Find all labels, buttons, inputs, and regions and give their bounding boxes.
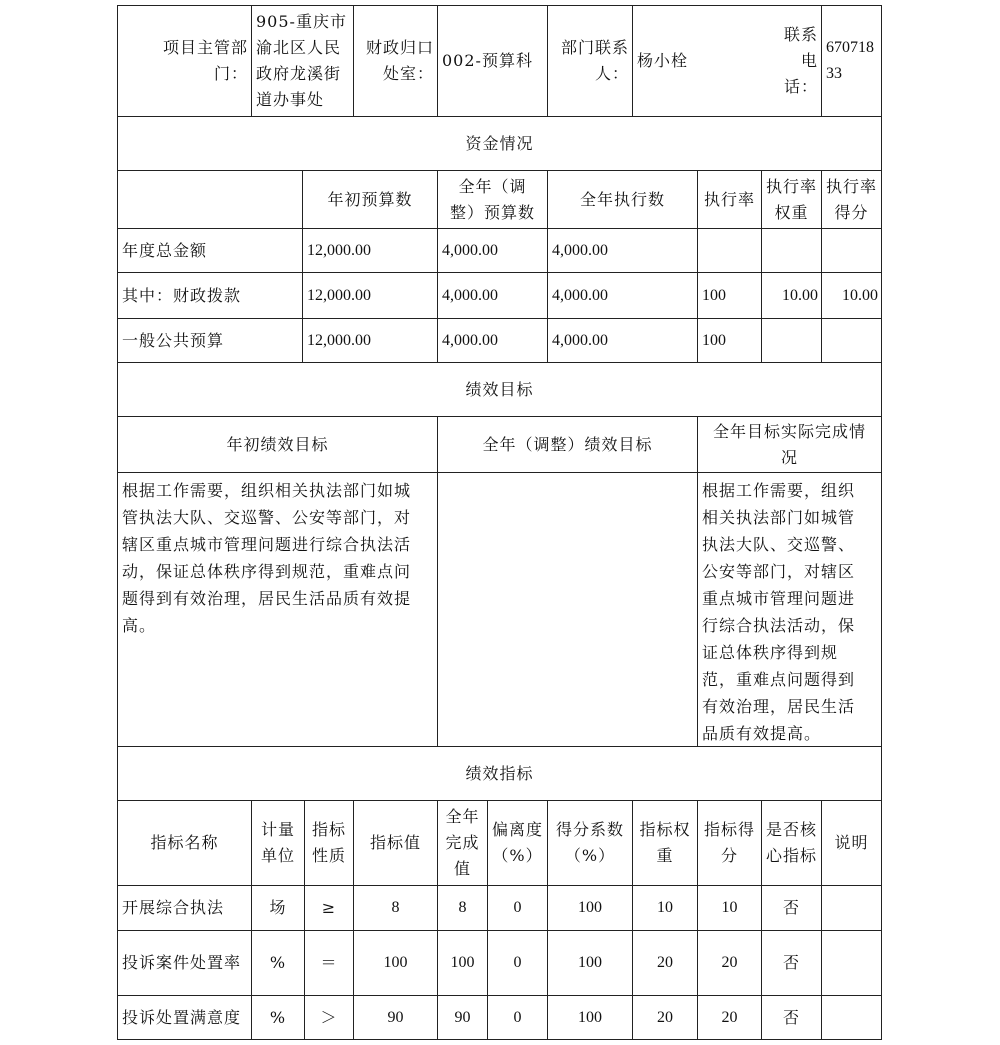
goals-adjusted-text xyxy=(438,473,697,746)
ind-col-weight: 指标权 重 xyxy=(639,820,691,865)
ind-row-unit: 场 xyxy=(269,898,287,917)
funds-row-score xyxy=(822,319,881,362)
funds-col-adjusted: 全年（调 整）预算数 xyxy=(449,176,535,222)
ind-row-unit: % xyxy=(269,953,287,972)
ind-row-name: 开展综合执法 xyxy=(122,898,225,917)
goals-actual-text: 根据工作需要，组织 相关执法部门如城管 执法大队、交巡警、 公安等部门，对辖区 重点城市管理问题进 行综合执法活动，保 证总体秩序得到规 范，重难点问题得到 有效治理，居民生活 品质有效提高。 xyxy=(702,481,856,743)
funds-row-name: 其中：财政拨款 xyxy=(122,285,242,305)
ind-row-nature: ＝ xyxy=(320,953,338,972)
ind-col-note: 说明 xyxy=(834,833,869,852)
ind-col-coefficient: 得分系数 （%） xyxy=(555,820,624,865)
funds-row-initial: 12,000.00 xyxy=(307,286,371,304)
ind-row-target: 100 xyxy=(383,954,408,971)
funds-col-weight: 执行率 权重 xyxy=(765,176,817,222)
ind-row-weight: 20 xyxy=(657,954,673,971)
ind-row-note xyxy=(822,931,881,995)
funds-col-initial: 年初预算数 xyxy=(327,189,413,209)
phone-label: 联系 电 话： xyxy=(783,25,818,96)
goals-section-title: 绩效目标 xyxy=(465,379,534,399)
funds-section-title: 资金情况 xyxy=(465,133,534,153)
ind-row-target: 8 xyxy=(391,899,400,916)
funds-row-weight xyxy=(762,319,821,362)
funds-row-executed: 4,000.00 xyxy=(552,241,608,259)
funds-row-initial: 12,000.00 xyxy=(307,241,371,259)
funds-row-rate: 100 xyxy=(702,286,726,304)
funds-row-adjusted: 4,000.00 xyxy=(442,331,498,349)
dept-value: 905-重庆市 渝北区人民 政府龙溪街 道办事处 xyxy=(256,12,347,109)
goals-col-initial: 年初绩效目标 xyxy=(226,434,329,454)
ind-row-deviation: 0 xyxy=(513,899,522,916)
ind-row-actual: 8 xyxy=(458,899,467,916)
finance-office-label: 财政归口 处室： xyxy=(365,38,434,83)
ind-row-weight: 10 xyxy=(657,899,673,916)
funds-row-initial: 12,000.00 xyxy=(307,331,371,349)
ind-row-note xyxy=(822,996,881,1039)
funds-row-rate: 100 xyxy=(702,331,726,349)
ind-col-name: 指标名称 xyxy=(150,833,219,852)
ind-col-deviation: 偏离度 （%） xyxy=(491,820,543,865)
ind-col-unit: 计量 单位 xyxy=(260,820,295,865)
funds-row-rate xyxy=(698,229,761,272)
ind-row-score: 10 xyxy=(721,899,738,916)
funds-col-executed: 全年执行数 xyxy=(579,189,665,209)
ind-row-actual: 90 xyxy=(454,1008,471,1026)
funds-col-rate: 执行率 xyxy=(703,189,755,209)
ind-row-name: 投诉处置满意度 xyxy=(122,1007,242,1027)
ind-col-core: 是否核 心指标 xyxy=(765,820,817,865)
goals-initial-text: 根据工作需要，组织相关执法部门如城 管执法大队、交巡警、公安等部门，对 辖区重点城市管理问题进行综合执法活 动，保证总体秩序得到规范，重难点问 题得到有效治理，居民生活品质有效提 高。 xyxy=(122,481,412,635)
ind-row-note xyxy=(822,886,881,930)
ind-col-score: 指标得 分 xyxy=(703,820,755,865)
ind-row-deviation: 0 xyxy=(513,954,522,971)
funds-row-weight: 10.00 xyxy=(782,286,818,304)
ind-row-coefficient: 100 xyxy=(578,1008,602,1026)
ind-row-nature: ≥ xyxy=(321,898,337,917)
funds-row-name: 年度总金额 xyxy=(122,240,208,260)
ind-row-name: 投诉案件处置率 xyxy=(122,953,242,972)
funds-row-adjusted: 4,000.00 xyxy=(442,241,498,259)
indicators-section-title: 绩效指标 xyxy=(465,763,534,783)
ind-row-core: 否 xyxy=(782,898,800,917)
ind-row-actual: 100 xyxy=(450,954,475,971)
funds-row-executed: 4,000.00 xyxy=(552,286,608,304)
funds-row-adjusted: 4,000.00 xyxy=(442,286,498,304)
funds-row-score xyxy=(822,229,881,272)
ind-row-score: 20 xyxy=(721,954,738,971)
ind-col-target: 指标值 xyxy=(369,833,421,852)
ind-row-coefficient: 100 xyxy=(578,954,602,971)
goals-col-actual: 全年目标实际完成情 况 xyxy=(712,421,866,467)
goals-col-adjusted: 全年（调整）绩效目标 xyxy=(482,434,653,454)
ind-row-target: 90 xyxy=(387,1008,404,1026)
ind-col-actual: 全年 完成 值 xyxy=(445,807,480,878)
phone-value: 670718 33 xyxy=(826,39,874,82)
funds-col-score: 执行率 得分 xyxy=(825,176,877,222)
ind-row-core: 否 xyxy=(782,1007,800,1027)
funds-row-weight xyxy=(762,229,821,272)
funds-row-score: 10.00 xyxy=(842,286,878,304)
ind-row-deviation: 0 xyxy=(513,1008,522,1026)
contact-value: 杨小栓 xyxy=(637,51,689,70)
ind-row-unit: % xyxy=(269,1007,287,1027)
dept-label: 项目主管部 门： xyxy=(162,38,248,83)
ind-row-nature: ＞ xyxy=(320,1007,338,1027)
funds-row-name: 一般公共预算 xyxy=(122,330,225,350)
ind-row-score: 20 xyxy=(721,1008,738,1026)
funds-row-executed: 4,000.00 xyxy=(552,331,608,349)
ind-row-weight: 20 xyxy=(657,1008,673,1026)
ind-col-nature: 指标 性质 xyxy=(311,820,346,865)
finance-office-value: 002-预算科 xyxy=(442,51,533,70)
ind-row-coefficient: 100 xyxy=(578,899,602,916)
contact-label: 部门联系 人： xyxy=(560,38,629,83)
ind-row-core: 否 xyxy=(782,953,800,972)
